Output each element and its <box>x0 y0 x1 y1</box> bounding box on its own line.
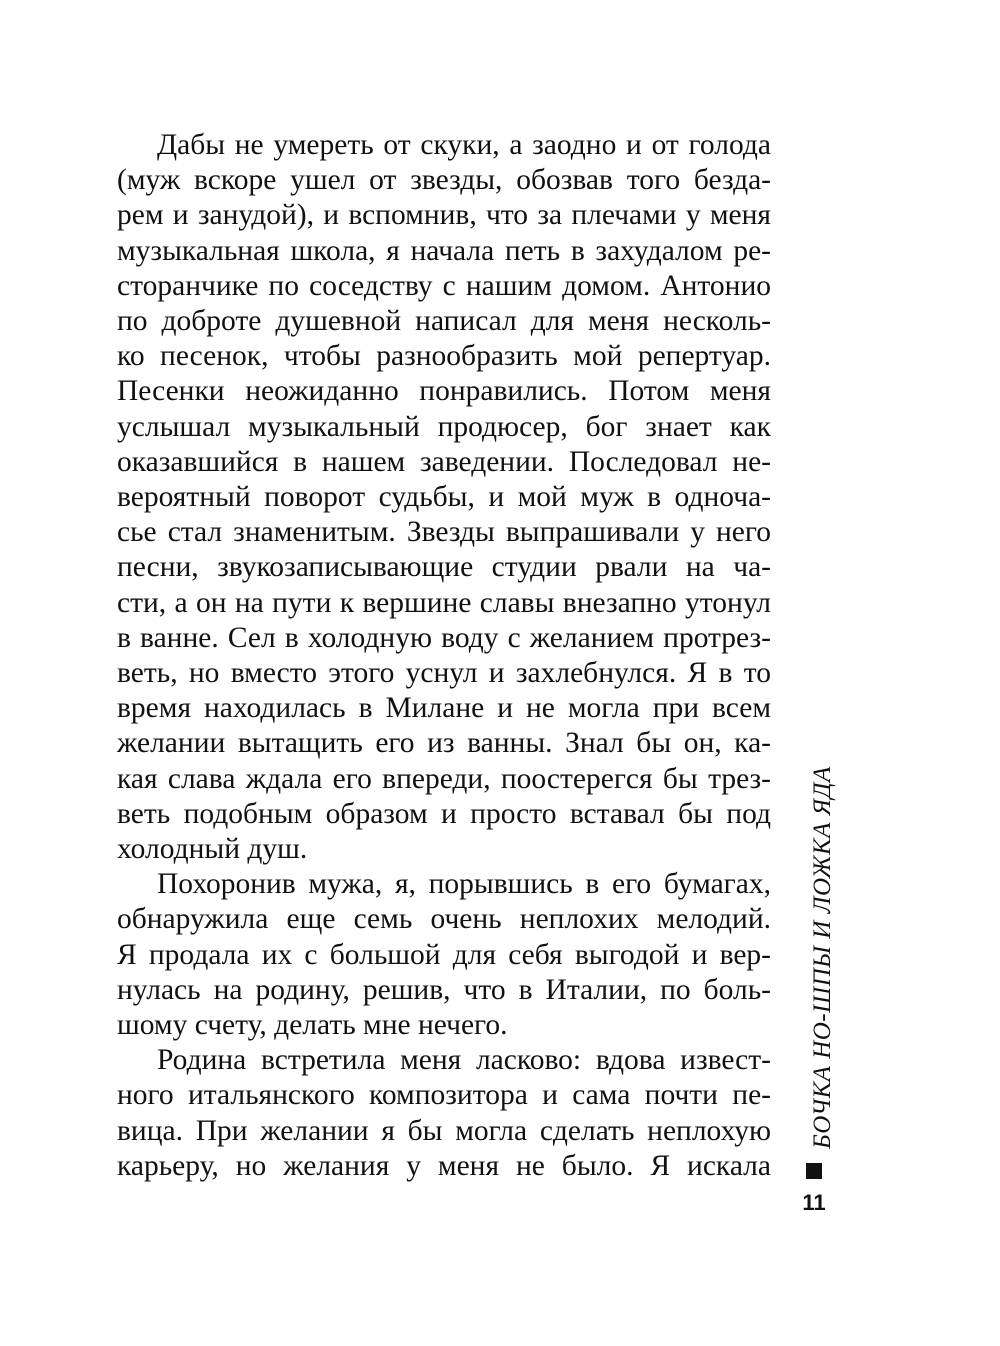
paragraph-3 <box>117 1043 771 1184</box>
text-line: песни, звукозаписывающие студии рвали на ча- <box>117 551 771 584</box>
text-line: вица. При желании я бы могла сделать неплохую <box>117 1114 771 1147</box>
text-line: карьеру, но желания у меня не было. Я искала <box>117 1149 771 1182</box>
paragraph-2 <box>117 867 771 1043</box>
text-line: веть, но вместо этого уснул и захлебнулся. Я в то <box>117 657 771 690</box>
text-line: обнаружила еще семь очень неплохих мелодий. <box>117 903 771 936</box>
text-line: ного итальянского композитора и сама почти пе- <box>117 1079 771 1112</box>
running-title: БОЧКА НО-ШПЫ И ЛОЖКА ЯДА <box>809 766 836 1149</box>
text-line: услышал музыкальный продюсер, бог знает как <box>117 410 771 443</box>
text-line: рем и занудой), и вспомнив, что за плечами у меня <box>117 199 771 232</box>
text-line: время находилась в Милане и не могла при всем <box>117 692 771 725</box>
text-line: оказавшийся в нашем заведении. Последовал не- <box>117 445 771 478</box>
text-line: в ванне. Сел в холодную воду с желанием протрез- <box>117 621 771 654</box>
text-line: Песенки неожиданно понравились. Потом меня <box>117 375 771 408</box>
text-line: Похоронив мужа, я, порывшись в его бумагах, <box>157 868 771 901</box>
body-text <box>117 128 771 1184</box>
text-line: Родина встретила меня ласково: вдова извест- <box>157 1044 771 1077</box>
text-line: желании вытащить его из ванны. Знал бы он, ка- <box>117 727 771 760</box>
text-line: вероятный поворот судьбы, и мой муж в одноча- <box>117 481 771 514</box>
text-line: сти, а он на пути к вершине славы внезапно утонул <box>117 586 771 619</box>
text-line: музыкальная школа, я начала петь в захудалом ре- <box>117 234 771 267</box>
text-line: (муж вскоре ушел от звезды, обозвав того безда- <box>117 164 771 197</box>
text-line: Я продала их с большой для себя выгодой и вер- <box>117 938 771 971</box>
text-line: сторанчике по соседству с нашим домом. Антонио <box>117 269 771 302</box>
text-line: веть подобным образом и просто вставал бы под <box>117 797 771 830</box>
text-line: нулась на родину, решив, что в Италии, по боль- <box>117 973 771 1006</box>
text-line: Дабы не умереть от скуки, а заодно и от голода <box>157 129 771 161</box>
text-line: холодный душ. <box>117 833 308 866</box>
text-line: кая слава ждала его впереди, поостерегся бы трез- <box>117 762 771 795</box>
text-line: шому счету, делать мне нечего. <box>117 1009 508 1042</box>
paragraph-1 <box>117 128 771 867</box>
square-marker-icon <box>806 1163 822 1179</box>
page-number: 11 <box>802 1190 826 1215</box>
text-line: по доброте душевной написал для меня несколь- <box>117 305 771 338</box>
text-line: сье стал знаменитым. Звезды выпрашивали у него <box>117 516 771 549</box>
text-line: ко песенок, чтобы разнообразить мой репертуар. <box>117 340 771 373</box>
